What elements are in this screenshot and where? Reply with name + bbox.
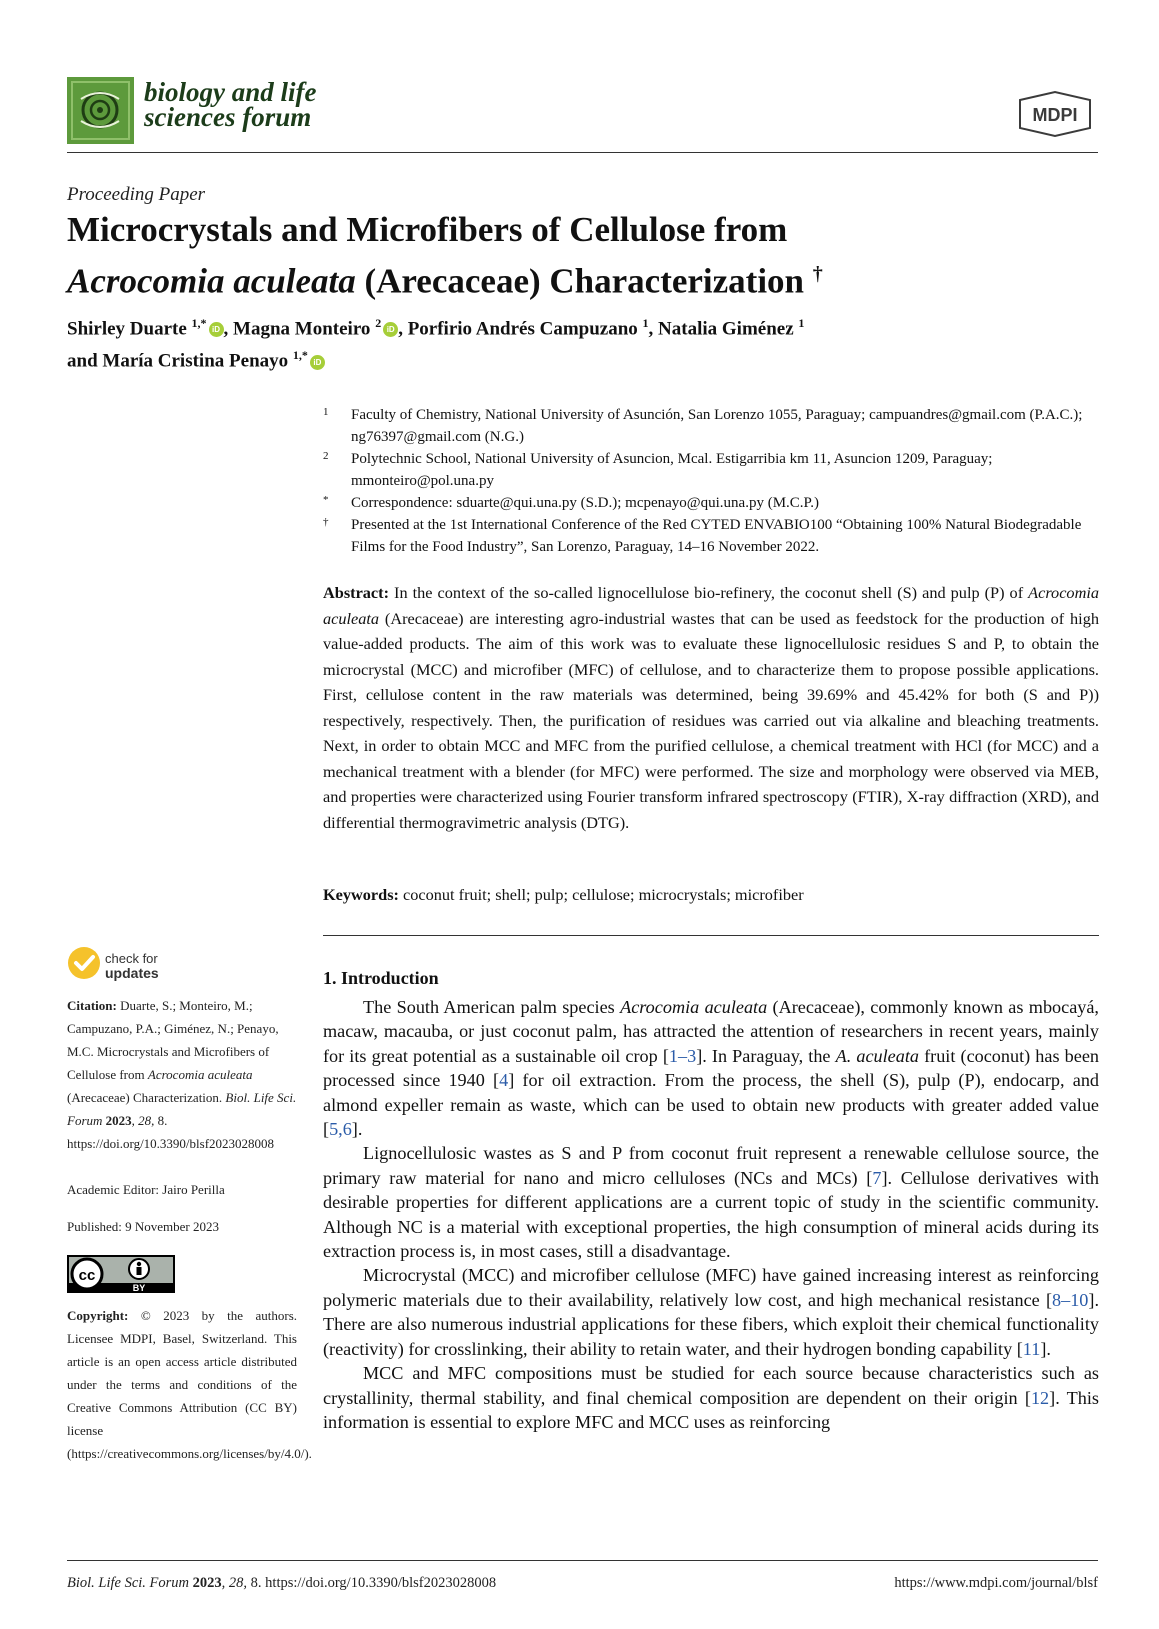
introduction-body — [323, 995, 1099, 1434]
paragraph-text: ]. — [1040, 1338, 1051, 1359]
check-updates-line2: updates — [105, 965, 159, 981]
reference-link[interactable]: 4 — [499, 1070, 509, 1091]
author-name[interactable]: Shirley Duarte — [67, 318, 187, 340]
affiliation-text: Presented at the 1st International Conference of the Red CYTED ENVABIO100 “Obtaining 100% Natural Biodegradable Films for the Food Industry”, San Lorenzo, Paraguay, 14–16 November 2022. — [351, 517, 1082, 555]
footer-doi[interactable]: 8. https://doi.org/10.3390/blsf2023028008 — [247, 1575, 497, 1591]
header-rule — [67, 152, 1098, 153]
paragraph-text: (Arecaceae), commonly known as mbocayá, macaw, macauba, or just coconut palm, has attracted the attention of researchers in recent years, mainly for its great potential as a sustainable oil crop [ — [323, 997, 1099, 1066]
affiliation-mark: * — [323, 494, 329, 506]
footer-rule — [67, 1560, 1098, 1561]
publisher-logo — [1012, 90, 1098, 143]
author-name[interactable]: , Natalia Giménez — [648, 318, 794, 340]
check-updates-icon — [67, 946, 101, 980]
orcid-icon[interactable]: iD — [209, 322, 224, 337]
abstract-rule — [323, 935, 1099, 936]
author-list — [67, 310, 1097, 375]
paragraph — [323, 1263, 1099, 1361]
cc-label: cc — [78, 1267, 96, 1284]
copyright-block — [67, 1304, 312, 1465]
abstract-text: In the context of the so-called lignocellulose bio-refinery, the coconut shell (S) and pulp (P) of — [389, 583, 1029, 602]
keywords-text: coconut fruit; shell; pulp; cellulose; microcrystals; microfiber — [398, 885, 804, 904]
check-updates-badge[interactable] — [67, 946, 101, 985]
affiliations — [323, 404, 1103, 558]
authors-line1 — [67, 310, 1097, 342]
paragraph — [323, 995, 1099, 1141]
journal-name-line1: biology and life — [144, 77, 317, 107]
citation-volume: , 28, — [131, 1113, 155, 1128]
academic-editor: Academic Editor: Jairo Perilla — [67, 1182, 225, 1197]
affiliation-item — [323, 492, 1103, 514]
title-species: Acrocomia aculeata — [67, 261, 356, 301]
reference-link[interactable]: 11 — [1022, 1338, 1041, 1359]
paragraph-text: ]. There are also numerous industrial applications for these fibers, which exploit their chemical functionality (reactivity) for crosslinking, their ability to retain water, and their hydrogen bonding capability [ — [323, 1289, 1099, 1359]
published-date: Published: 9 November 2023 — [67, 1219, 220, 1234]
citation-doi[interactable]: 8. https://doi.org/10.3390/blsf2023028008 — [67, 1113, 275, 1151]
abstract-text: (Arecaceae) are interesting agro-industrial wastes that can be used as feedstock for the production of high value-added products. The aim of this work was to evaluate these lignocellulosic residues S and P, to obtain the microcrystal (MCC) and microfiber (MFC) of cellulose, and to characterize them to propose possible applications. First, cellulose content in the raw materials was determined, being 39.69% and 45.42% for both (S and P)) respectively, respectively. Then, the purification of residues was carried out via alkaline and bleaching treatments. Next, in order to obtain MCC and MFC from the purified cellulose, a chemical treatment with HCl (for MCC) and a mechanical treatment with a blender (for MFC) were performed. The size and morphology were observed via MEB, and properties were characterized using Fourier transform infrared spectroscopy (FTIR), X-ray diffraction (XRD), and differential thermogravimetric analysis (DTG). — [323, 608, 1099, 832]
citation-species: Acrocomia aculeata — [147, 1067, 253, 1082]
footer-volume: , 28, — [221, 1575, 248, 1591]
citation-text: Duarte, S.; Monteiro, M.; Campuzano, P.A.; Giménez, N.; Penayo, M.C. Microcrystals and Microfibers of Cellulose from — [67, 998, 279, 1082]
citation-block — [67, 994, 297, 1155]
affiliation-mark: 2 — [323, 450, 329, 462]
author-name[interactable]: and María Cristina Penayo — [67, 350, 289, 372]
cc-by-badge[interactable] — [67, 1255, 175, 1298]
authors-line2 — [67, 342, 1097, 374]
keywords-label: Keywords: — [323, 885, 399, 904]
author-affil-sup: 1 — [642, 316, 649, 330]
publisher-name: MDPI — [1032, 105, 1078, 125]
footer-year: 2023 — [189, 1575, 222, 1591]
paragraph-text: ]. In Paraguay, the — [696, 1045, 836, 1066]
paragraph — [323, 1361, 1099, 1434]
orcid-icon[interactable]: iD — [383, 322, 398, 337]
footer-journal-url[interactable]: https://www.mdpi.com/journal/blsf — [894, 1575, 1098, 1591]
paragraph-text: Microcrystal (MCC) and microfiber cellulose (MFC) have gained increasing interest as reinforcing polymeric materials due to their availability, relatively low cost, and high mechanical resistance [ — [323, 1265, 1099, 1310]
by-label: BY — [132, 1283, 146, 1293]
author-name[interactable]: , Magna Monteiro — [223, 318, 371, 340]
affiliation-text: Correspondence: sduarte@qui.una.py (S.D.); mcpenayo@qui.una.py (M.C.P.) — [351, 495, 819, 511]
citation-journal: Biol. Life Sci. Forum — [67, 1090, 297, 1128]
journal-logo-icon — [67, 77, 134, 144]
citation-year: 2023 — [102, 1113, 132, 1128]
paragraph-text: ]. This information is essential to explore MFC and MCC uses as reinforcing — [323, 1387, 1100, 1432]
keywords — [323, 885, 1099, 905]
paper-title — [67, 208, 1067, 304]
paragraph-text: MCC and MFC compositions must be studied for each source because characteristics such as crystallinity, thermal stability, and final chemical composition are dependent on their origin [ — [323, 1363, 1099, 1408]
paragraph-text: ]. — [351, 1119, 363, 1140]
affiliation-mark: † — [323, 516, 329, 528]
abstract — [323, 580, 1099, 835]
species-name: A. aculeata — [835, 1045, 919, 1066]
journal-logo — [67, 77, 134, 144]
journal-name-line2: sciences forum — [144, 102, 312, 132]
author-affil-sup: 1,* — [191, 316, 207, 330]
title-line2 — [67, 252, 1067, 304]
reference-link[interactable]: 5,6 — [329, 1119, 352, 1140]
paragraph-text: ]. Cellulose derivatives with desirable properties for different applications are a current topic of study in the scientific community. Although NC is a material with exceptional properties, the high consumption of mineral acids during its extraction process is, in most cases, still a disadvantage. — [323, 1167, 1099, 1262]
affiliation-item — [323, 514, 1103, 558]
title-line2-rest: (Arecaceae) Characterization — [355, 261, 805, 301]
check-updates-line1: check for — [105, 951, 158, 966]
title-line1: Microcrystals and Microfibers of Cellulose from — [67, 210, 788, 249]
reference-link[interactable]: 12 — [1030, 1387, 1050, 1408]
author-name[interactable]: , Porfirio Andrés Campuzano — [398, 318, 638, 340]
section-heading: 1. Introduction — [323, 968, 439, 988]
reference-link[interactable]: 1–3 — [668, 1045, 697, 1066]
author-affil-sup: 1,* — [292, 348, 308, 363]
abstract-label: Abstract: — [323, 583, 390, 602]
mdpi-logo-icon — [1012, 90, 1098, 138]
paragraph-text: Lignocellulosic wastes as S and P from coconut fruit represent a renewable cellulose source, the primary raw material for nano and micro celluloses (NCs and MCs) [ — [323, 1143, 1099, 1188]
journal-name — [144, 77, 317, 132]
paragraph-text: The South American palm species — [363, 997, 621, 1017]
affiliation-text: Faculty of Chemistry, National University of Asunción, San Lorenzo 1055, Paraguay; campuandres@gmail.com (P.A.C.); ng76397@gmail.com (N.G.) — [351, 407, 1083, 445]
paragraph — [323, 1141, 1099, 1263]
affiliation-item — [323, 404, 1103, 448]
affiliation-text: Polytechnic School, National University of Asuncion, Mcal. Estigarribia km 11, Asuncion 1209, Paraguay; mmonteiro@pol.una.py — [351, 451, 993, 489]
citation-label: Citation: — [67, 998, 117, 1013]
reference-link[interactable]: 8–10 — [1052, 1289, 1089, 1310]
footer-citation — [67, 1575, 496, 1592]
affiliation-mark: 1 — [323, 406, 329, 418]
reference-link[interactable]: 7 — [872, 1167, 882, 1188]
citation-text: (Arecaceae) Characterization. — [67, 1090, 226, 1105]
affiliation-item — [323, 448, 1103, 492]
author-affil-sup: 2 — [375, 316, 382, 330]
title-dagger: † — [812, 263, 823, 285]
paragraph-text: fruit (coconut) has been processed since 1940 [ — [323, 1045, 1099, 1091]
copyright-label: Copyright: — [67, 1308, 129, 1323]
paragraph-text: ] for oil extraction. From the process, the shell (S), pulp (P), endocarp, and almond expeller remain as waste, which can be used to obtain new products with greater added value [ — [323, 1070, 1100, 1140]
author-affil-sup: 1 — [798, 316, 805, 330]
paper-type: Proceeding Paper — [67, 184, 206, 205]
footer-journal: Biol. Life Sci. Forum — [67, 1575, 190, 1591]
copyright-text: © 2023 by the authors. Licensee MDPI, Basel, Switzerland. This article is an open access article distributed under the terms and conditions of the Creative Commons Attribution (CC BY) license (https://creativecommons.org/licenses/by/4.0/). — [67, 1308, 312, 1461]
orcid-icon[interactable]: iD — [310, 355, 325, 370]
check-updates-label[interactable] — [105, 951, 159, 981]
abstract-species: Acrocomia aculeata — [323, 583, 1099, 628]
cc-by-icon — [67, 1255, 175, 1293]
species-name: Acrocomia aculeata — [620, 997, 768, 1017]
